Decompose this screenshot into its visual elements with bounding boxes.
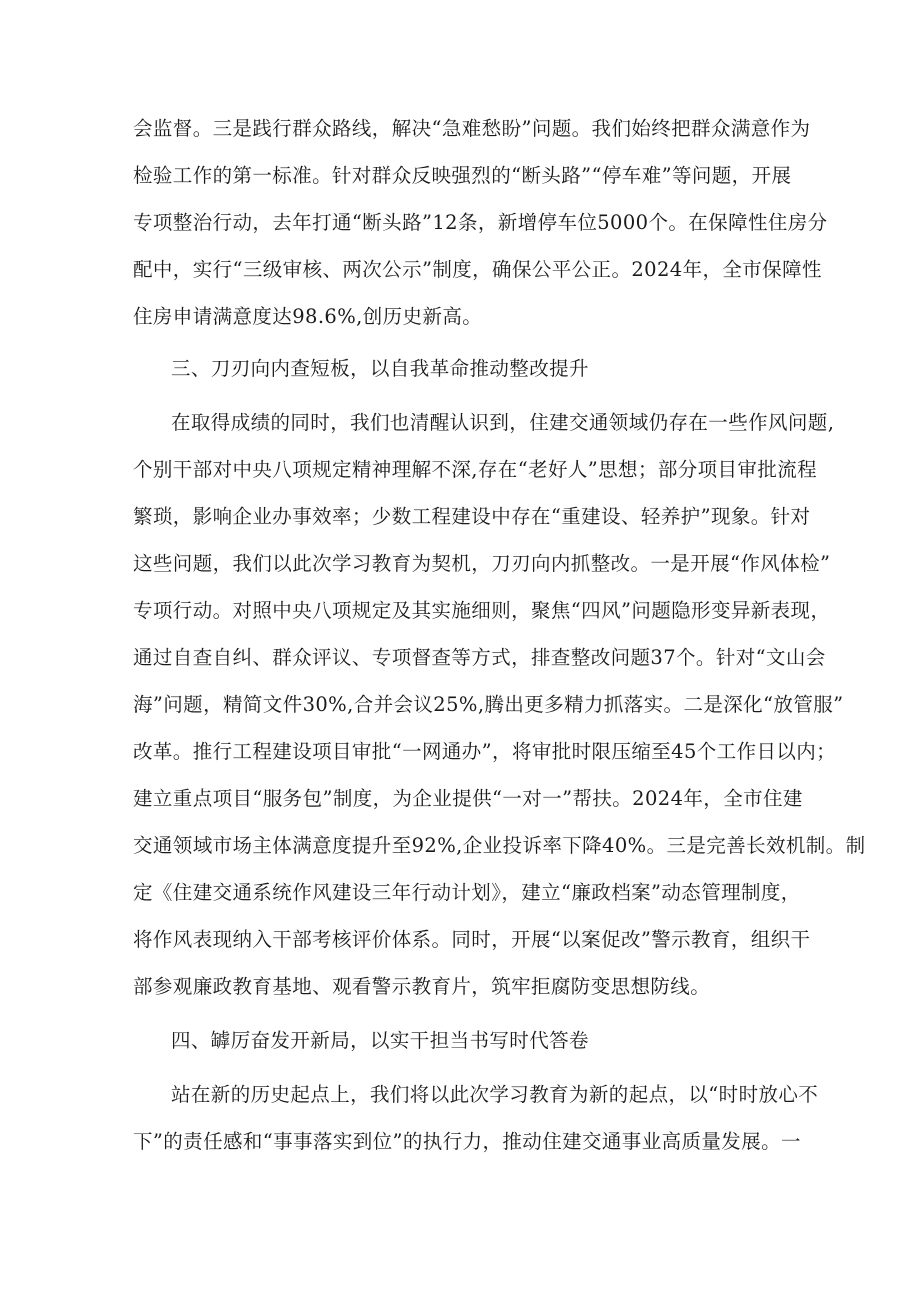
- text-line: [0, 779, 920, 819]
- text-line: [0, 873, 920, 913]
- text-line: [0, 109, 920, 149]
- line-text: 配中，实行“三级审核、两次公示”制度，确保公平公正。2024年，全市保障性: [133, 258, 822, 281]
- text-line: [0, 685, 920, 725]
- line-text: 会监督。三是践行群众路线，解决“急难愁盼”问题。我们始终把群众满意作为: [133, 117, 811, 140]
- line-text: 建立重点项目“服务包”制度，为企业提供“一对一”帮扶。2024年，全市住建: [133, 787, 803, 810]
- heading-text: 三、刀刃向内查短板，以自我革命推动整改提升: [171, 357, 589, 380]
- line-text: 交通领域市场主体满意度提升至92%,企业投诉率下降40%。三是完善长效机制。制: [133, 834, 866, 857]
- line-text: 检验工作的第一标准。针对群众反映强烈的“断头路”“停车难”等问题，开展: [133, 164, 792, 187]
- text-line: [0, 156, 920, 196]
- line-text: 繁琐，影响企业办事效率；少数工程建设中存在“重建设、轻养护”现象。针对: [133, 505, 811, 528]
- line-text: 专项整治行动，去年打通“断头路”12条，新增停车位5000个。在保障性住房分: [133, 211, 828, 234]
- text-line: [0, 1122, 920, 1162]
- line-text: 通过自查自纠、群众评议、专项督查等方式，排查整改问题37个。针对“文山会: [133, 646, 826, 669]
- text-line: [0, 297, 920, 337]
- line-text: 改革。推行工程建设项目审批“一网通办”，将审批时限压缩至45个工作日以内；: [133, 740, 837, 763]
- line-text: 站在新的历史起点上，我们将以此次学习教育为新的起点，以“时时放心不: [171, 1083, 819, 1106]
- text-line: [0, 591, 920, 631]
- text-line: [0, 497, 920, 537]
- text-line: [0, 250, 920, 290]
- text-line: [0, 920, 920, 960]
- line-text: 专项行动。对照中央八项规定及其实施细则，聚焦“四风”问题隐形变异新表现，: [133, 599, 831, 622]
- text-line: [0, 1075, 920, 1115]
- text-line: [0, 967, 920, 1007]
- section-heading: [0, 1021, 920, 1061]
- line-text: 将作风表现纳入干部考核评价体系。同时，开展“以案促改”警示教育，组织干: [133, 928, 811, 951]
- text-line: [0, 203, 920, 243]
- text-line: [0, 826, 920, 866]
- line-text: 定《住建交通系统作风建设三年行动计划》，建立“廉政档案”动态管理制度，: [133, 881, 801, 904]
- text-line: [0, 544, 920, 584]
- line-text: 在取得成绩的同时，我们也清醒认识到，住建交通领域仍存在一些作风问题,: [171, 411, 835, 434]
- line-text: 住房申请满意度达98.6%,创历史新高。: [133, 305, 483, 328]
- section-heading: [0, 349, 920, 389]
- line-text: 这些问题，我们以此次学习教育为契机，刀刃向内抓整改。一是开展“作风体检”: [133, 552, 831, 575]
- line-text: 部参观廉政教育基地、观看警示教育片，筑牢拒腐防变思想防线。: [133, 975, 711, 998]
- heading-text: 四、罅厉奋发开新局，以实干担当书写时代答卷: [171, 1029, 589, 1052]
- text-line: [0, 403, 920, 443]
- text-line: [0, 638, 920, 678]
- line-text: 个别干部对中央八项规定精神理解不深,存在“老好人”思想；部分项目审批流程: [133, 458, 818, 481]
- line-text: 下”的责任感和“事事落实到位”的执行力，推动住建交通事业高质量发展。一: [133, 1130, 801, 1153]
- line-text: 海”问题，精简文件30%,合并会议25%,腾出更多精力抓落实。二是深化“放管服”: [133, 693, 844, 716]
- text-line: [0, 450, 920, 490]
- text-line: [0, 732, 920, 772]
